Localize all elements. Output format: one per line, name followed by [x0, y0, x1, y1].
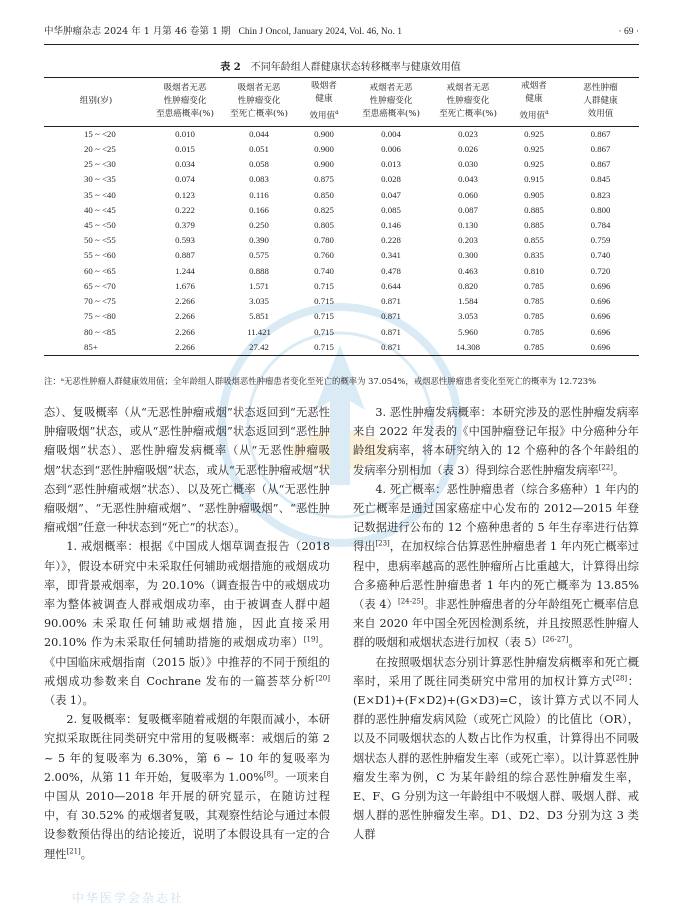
citation-ref: [19]: [303, 635, 319, 644]
table-cell: 0.740: [590, 250, 611, 261]
column-header-line: 效用值: [519, 110, 546, 121]
column-header-line: 戒烟者无恶: [369, 82, 413, 93]
table-cell: 0.925: [524, 144, 544, 155]
table-cell: 0.341: [381, 250, 401, 261]
column-header-line: 至患癌概率(%): [362, 108, 420, 119]
table-cell: 0.867: [590, 159, 611, 170]
citation-ref: [21]: [66, 846, 81, 855]
age-group-cell: 70 ~ <75: [84, 296, 116, 307]
column-header: [148, 78, 222, 127]
table-cell: 0.575: [249, 250, 269, 261]
table-cell: 0.888: [249, 265, 269, 276]
footnote-marker: a: [545, 109, 549, 116]
table-cell: 0.028: [381, 174, 401, 185]
table-cell: 0.026: [458, 144, 478, 155]
table-cell: 0.715: [314, 326, 334, 337]
table-row: [44, 309, 639, 324]
citation-ref: [24-25]: [397, 597, 424, 606]
table-cell: 0.810: [524, 265, 544, 276]
age-group-cell: 65 ~ <70: [84, 280, 116, 291]
column-header-line: 健康: [315, 94, 333, 104]
column-header: [222, 78, 296, 127]
paragraph-text: 1. 戒烟概率：根据《中国成人烟草调查报告（2018 年）》，假设本研究中未采取任何辅助戒烟措施的戒烟成功率，即背景戒烟率，为 20.10%（调查报告中的戒烟成功率为整体被调查人群戒烟成功率，由于被调查人群中超 90.00% 未采取任何辅助戒烟措施，因此直接采用 20.10% 作为未采取任何辅助措施的戒烟成功率）: [44, 540, 330, 650]
table-cell: 0.875: [314, 174, 334, 185]
table-cell: 0.900: [314, 128, 334, 139]
table-cell: 0.047: [381, 189, 401, 200]
table-cell: 0.871: [381, 296, 401, 307]
citation-ref: [23]: [375, 539, 390, 548]
table-cell: 0.825: [314, 204, 334, 215]
age-group-cell: 75 ~ <80: [84, 311, 116, 322]
table-row: [44, 279, 639, 294]
table-cell: 0.696: [590, 296, 611, 307]
table-row: [44, 126, 639, 142]
table-cell: 0.058: [249, 159, 269, 170]
column-header-line: 吸烟者无恶: [237, 82, 281, 93]
table-row: [44, 233, 639, 248]
paragraph-text: 3. 恶性肿瘤发病概率：本研究涉及的恶性肿瘤发病率来自 2022 年发表的《中国肿瘤登记年报》中分癌种分年龄组发病率，将本研究纳入的 12 个癌种的各个年龄组的发病率分别相加（表 3）得到综合恶性肿瘤发病率: [353, 406, 639, 477]
body-paragraph: [44, 537, 330, 710]
table-cell: 0.074: [175, 174, 195, 185]
column-header-line: 恶性肿瘤: [583, 82, 618, 93]
table-row: [44, 218, 639, 233]
column-header-line: 性肿瘤变化: [369, 95, 413, 106]
header-rule: [44, 44, 639, 45]
table-cell: 0.871: [381, 326, 401, 337]
paragraph-text: 。: [80, 847, 92, 861]
paragraph-text: 。: [568, 636, 580, 650]
paragraph-text: 态）、复吸概率（从“无恶性肿瘤戒烟”状态返回到“无恶性肿瘤吸烟”状态，或从“恶性肿瘤戒烟”状态返回到“恶性肿瘤吸烟”状态）、恶性肿瘤发病概率（从“无恶性肿瘤吸烟”状态到“恶性肿瘤吸烟”状态，或从“无恶性肿瘤戒烟”状态到“恶性肿瘤戒烟”状态）、以及死亡概率（从“无恶性肿瘤吸烟”、“无恶性肿瘤戒烟”、“恶性肿瘤吸烟”、“恶性肿瘤戒烟”任意一种状态到“死亡”的状态）。: [44, 406, 330, 535]
table-title: 不同年龄组人群健康状态转移概率与健康效用值: [250, 62, 461, 73]
table-cell: 0.885: [524, 220, 544, 231]
table-cell: 0.835: [524, 250, 544, 261]
table-cell: 0.130: [458, 220, 478, 231]
table-cell: 0.006: [381, 144, 401, 155]
age-group-cell: 60 ~ <65: [84, 265, 116, 276]
journal-citation: [44, 24, 402, 40]
paragraph-text: 2. 复吸概率：复吸概率随着戒烟的年限而减小，本研究拟采取既往同类研究中常用的复吸概率：戒烟后的第 2 ~ 5 年的复吸率为 6.30%，第 6 ~ 10 年的复吸率为 2.00%，从第 11 年开始，复吸率为 1.00%: [44, 713, 330, 784]
paragraph-text: 。非恶性肿瘤患者的分年龄组死亡概率信息来自 2020 年中国全死因检测系统，并且按照恶性肿瘤人群的吸烟和戒烟状态进行加权（表 5）: [353, 598, 639, 650]
body-paragraph: [44, 403, 330, 537]
table-cell: 0.823: [590, 189, 611, 200]
table-cell: 0.784: [590, 220, 611, 231]
table-cell: 0.900: [314, 159, 334, 170]
table-cell: 0.644: [381, 280, 401, 291]
citation-ref: [8]: [263, 770, 274, 779]
age-group-cell: 55 ~ <60: [84, 250, 116, 261]
table-cell: 5.960: [458, 326, 478, 337]
table-row: [44, 157, 639, 172]
age-group-cell: 50 ~ <55: [84, 235, 116, 246]
table-cell: 0.696: [590, 326, 611, 337]
table-cell: 0.785: [506, 340, 562, 356]
age-group-cell: 85+: [44, 340, 148, 356]
table-cell: 0.925: [524, 128, 544, 139]
table-cell: 0.696: [590, 311, 611, 322]
table-caption: [0, 58, 681, 73]
table-cell: 0.820: [458, 280, 478, 291]
page-number: · 69 ·: [618, 27, 639, 37]
journal-logo: 中华医学会杂志社: [72, 891, 185, 905]
paragraph-text: 。一项来自中国从 2010—2018 年开展的研究显示，在随访过程中，有 30.52% 的戒烟者复吸，其观察性结论与通过本假设参数预估得出的结论接近，说明了本假设具有一定的合理性: [44, 770, 330, 861]
table-cell: 0.715: [314, 296, 334, 307]
table-cell: 1.571: [249, 280, 269, 291]
table-note: 注：ᵃ无恶性肿瘤人群健康效用值；全年龄组人群吸烟恶性肿瘤患者变化至死亡的概率为 37.054%，戒烟恶性肿瘤患者变化至死亡的概率为 12.723%: [44, 376, 597, 386]
table-cell: 2.266: [175, 296, 195, 307]
table-cell: 0.250: [249, 220, 269, 231]
table-cell: 5.851: [249, 311, 269, 322]
table-cell: 0.760: [314, 250, 334, 261]
table-cell: 0.123: [175, 189, 195, 200]
table-cell: 0.759: [590, 235, 611, 246]
table-cell: 1.244: [175, 265, 195, 276]
body-paragraph: [353, 403, 639, 480]
table-cell: 0.805: [314, 220, 334, 231]
column-header-line: 至患癌概率(%): [156, 108, 214, 119]
column-header: [562, 78, 639, 127]
table-cell: 0.715: [314, 311, 334, 322]
journal-en: Chin J Oncol, January 2024, Vol. 46, No. 1: [238, 27, 403, 37]
table-body: [44, 126, 639, 355]
age-group-cell: 25 ~ <30: [84, 159, 116, 170]
table-cell: 0.785: [524, 296, 544, 307]
paragraph-text: ：(E×D1)+(F×D2)+(G×D3)=C，该计算方式以不同人群的恶性肿瘤发病风险（或死亡风险）的比值比（OR），以及不同吸烟状态的人数占比作为权重，计算得出不同吸烟状态人群的恶性肿瘤发生率（或死亡率）。以计算恶性肿瘤发生率为例，C 为某年龄组的综合恶性肿瘤发生率，E、F、G 分别为这一年龄组中不吸烟人群、吸烟人群、戒烟人群的恶性肿瘤发生率。D1、D2、D3 分别为这 3 类人群: [353, 674, 639, 842]
table-row: [44, 340, 639, 356]
table-cell: 27.42: [222, 340, 296, 356]
table-cell: 0.379: [175, 220, 195, 231]
table-cell: 0.925: [524, 159, 544, 170]
table-cell: 2.266: [148, 340, 222, 356]
table-cell: 2.266: [175, 326, 195, 337]
table-cell: 0.116: [249, 189, 269, 200]
table-cell: 0.300: [458, 250, 478, 261]
table-cell: 0.715: [296, 340, 352, 356]
table-row: [44, 248, 639, 263]
body-paragraph: [44, 710, 330, 864]
table-cell: 0.004: [381, 128, 401, 139]
citation-ref: [20]: [315, 674, 330, 683]
table-cell: 0.034: [175, 159, 195, 170]
table-cell: 0.785: [524, 326, 544, 337]
table-cell: 0.087: [458, 204, 478, 215]
age-group-cell: 30 ~ <35: [84, 174, 116, 185]
table-cell: 0.867: [590, 128, 611, 139]
transition-probability-table: [44, 77, 639, 356]
table-cell: 0.715: [314, 280, 334, 291]
body-column-left: [44, 403, 330, 864]
table-cell: 0.228: [381, 235, 401, 246]
column-header-line: 效用值: [587, 108, 614, 119]
table-cell: 0.696: [590, 280, 611, 291]
table-cell: 0.785: [524, 311, 544, 322]
table-cell: 0.885: [524, 204, 544, 215]
age-group-cell: 40 ~ <45: [84, 204, 116, 215]
paragraph-text: ，在加权综合估算恶性肿瘤患者 1 年内死亡概率过程中，患病率越高的恶性肿瘤所占比重越大，计算得出综合多癌种后恶性肿瘤患者 1 年内的死亡概率为 13.85%（表 4）: [353, 540, 639, 612]
table-cell: 0.900: [314, 144, 334, 155]
table-cell: 0.887: [175, 250, 195, 261]
table-row: [44, 172, 639, 187]
table-cell: 0.023: [458, 128, 478, 139]
paragraph-text: 4. 死亡概率：恶性肿瘤患者（综合多癌种）1 年内的死亡概率是通过国家癌症中心发布的 2012—2015 年登记数据进行公布的 12 个癌种患者的 5 年生存率进行估算得出: [353, 482, 639, 554]
column-header: 组别(岁): [44, 78, 148, 127]
table-cell: 0.800: [590, 204, 611, 215]
table-cell: 0.740: [314, 265, 334, 276]
column-header-line: 性肿瘤变化: [446, 95, 490, 106]
table-cell: 0.785: [524, 280, 544, 291]
table-cell: 0.871: [381, 311, 401, 322]
column-header-line: 人群健康: [583, 95, 618, 106]
age-group-cell: 15 ~ <20: [84, 128, 116, 139]
running-header: [44, 24, 639, 40]
paragraph-text: 。: [613, 463, 625, 477]
table-cell: 1.584: [458, 296, 478, 307]
table-cell: 0.478: [381, 265, 401, 276]
column-header-line: 至死亡概率(%): [230, 108, 288, 119]
age-group-cell: 35 ~ <40: [84, 189, 116, 200]
paragraph-text: 。《中国临床戒烟指南（2015 版）》中推荐的不同于预组的戒烟成功参数来自 Cochrane 发布的一篇荟萃分析: [44, 636, 330, 688]
table-cell: 0.085: [381, 204, 401, 215]
table-cell: 11.421: [247, 326, 271, 337]
table-cell: 0.051: [249, 144, 269, 155]
column-header: [352, 78, 430, 127]
table-cell: 0.867: [590, 144, 611, 155]
table-cell: 0.905: [524, 189, 544, 200]
column-header-line: 健康: [525, 94, 543, 104]
table-cell: 0.915: [524, 174, 544, 185]
table-cell: 0.013: [381, 159, 401, 170]
table-cell: 0.720: [590, 265, 611, 276]
table-row: [44, 142, 639, 157]
table-row: [44, 203, 639, 218]
table-cell: 0.044: [249, 128, 269, 139]
table-label: 表 2: [220, 62, 241, 73]
column-header-line: 效用值: [309, 110, 336, 121]
column-header-line: 吸烟者无恶: [163, 82, 207, 93]
table-cell: 3.053: [458, 311, 478, 322]
table-cell: 0.203: [458, 235, 478, 246]
citation-ref: [28]: [612, 674, 628, 683]
table-cell: 14.308: [430, 340, 506, 356]
table-cell: 0.083: [249, 174, 269, 185]
table-cell: 0.146: [381, 220, 401, 231]
table-cell: 0.043: [458, 174, 478, 185]
citation-ref: [26-27]: [542, 635, 569, 644]
age-group-cell: 45 ~ <50: [84, 220, 116, 231]
column-header-line: 性肿瘤变化: [163, 95, 207, 106]
table-cell: 0.390: [249, 235, 269, 246]
column-header-line: 至死亡概率(%): [439, 108, 497, 119]
footnote-marker: a: [335, 109, 339, 116]
table-cell: 0.780: [314, 235, 334, 246]
table-cell: 0.871: [352, 340, 430, 356]
table-cell: 1.676: [175, 280, 195, 291]
body-paragraph: [353, 480, 639, 653]
journal-cn: 中华肿瘤杂志 2024 年 1 月第 46 卷第 1 期: [44, 26, 231, 37]
body-column-right: [353, 403, 639, 845]
table-cell: 0.696: [562, 340, 639, 356]
table-cell: 0.845: [590, 174, 611, 185]
body-paragraph: [353, 653, 639, 845]
table-cell: 0.850: [314, 189, 334, 200]
column-header-line: 吸烟者: [311, 81, 337, 91]
table-cell: 3.035: [249, 296, 269, 307]
table-cell: 0.015: [175, 144, 195, 155]
table-cell: 0.030: [458, 159, 478, 170]
table-row: [44, 325, 639, 340]
table-cell: 0.060: [458, 189, 478, 200]
table-row: [44, 294, 639, 309]
table-cell: 0.010: [175, 128, 195, 139]
table-row: [44, 188, 639, 203]
table-cell: 0.855: [524, 235, 544, 246]
paragraph-text: 在按照吸烟状态分别计算恶性肿瘤发病概率和死亡概率时，采用了既往同类研究中常用的加权计算方式: [353, 655, 639, 688]
table-cell: 0.222: [175, 204, 195, 215]
table-cell: 0.463: [458, 265, 478, 276]
column-header: [430, 78, 506, 127]
age-group-cell: 20 ~ <25: [84, 144, 116, 155]
column-header: [296, 78, 352, 127]
column-header-line: 性肿瘤变化: [237, 95, 281, 106]
citation-ref: [22]: [598, 462, 613, 471]
table-cell: 0.593: [175, 235, 195, 246]
column-header-line: 戒烟者: [521, 81, 547, 91]
column-header: [506, 78, 562, 127]
table-row: [44, 264, 639, 279]
table-cell: 2.266: [175, 311, 195, 322]
table-cell: 0.166: [249, 204, 269, 215]
paragraph-text: （表 1）。: [44, 694, 94, 708]
column-header-line: 戒烟者无恶: [446, 82, 490, 93]
table-header-row: [44, 78, 639, 127]
age-group-cell: 80 ~ <85: [84, 326, 116, 337]
